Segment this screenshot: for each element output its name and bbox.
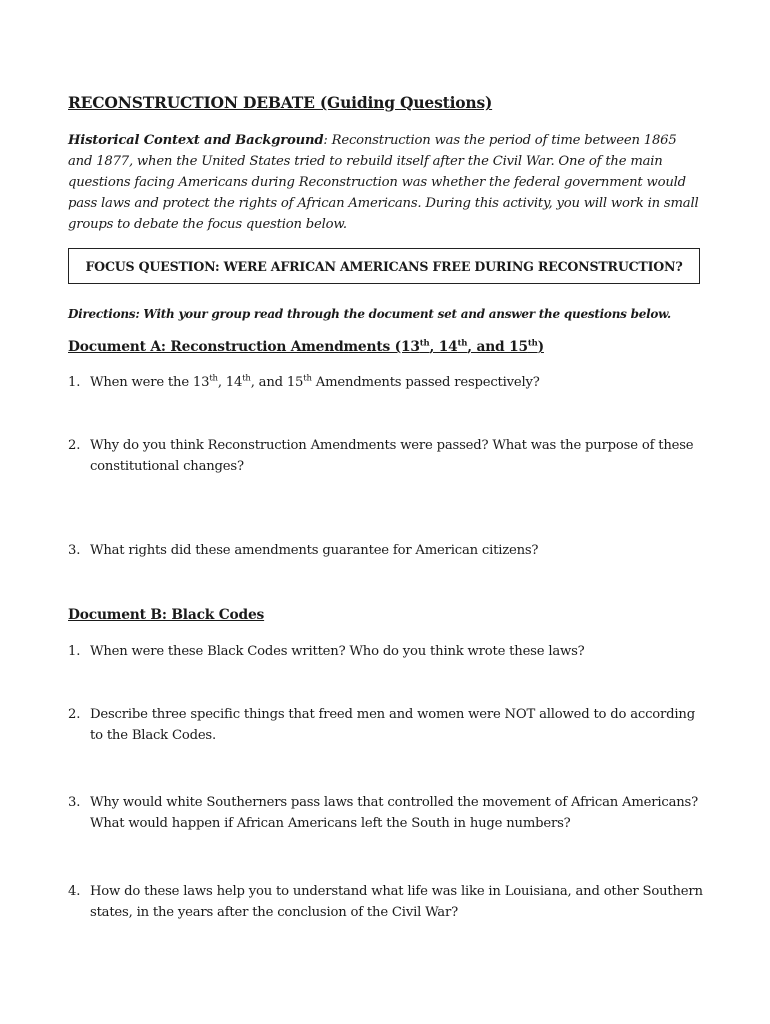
focus-question-box [68, 248, 700, 284]
doc-a-heading-text: , 14 [429, 339, 458, 355]
question-sup: th [242, 373, 251, 384]
document-b-heading: Document B: Black Codes [68, 607, 265, 623]
doc-b-question-1 [68, 641, 704, 662]
doc-b-question-3 [68, 792, 704, 834]
question-number: 1. [68, 375, 81, 390]
question-sup: th [209, 373, 218, 384]
doc-a-question-3 [68, 540, 704, 561]
question-number: 3. [68, 543, 81, 558]
question-text-part: When were the 13 [90, 375, 210, 390]
question-text: How do these laws help you to understand what life was like in Louisiana, and other Southern states, in the years after the conclusion of the Civil War? [90, 884, 703, 920]
question-text: Why would white Southerners pass laws that controlled the movement of African Americans? What would happen if African Americans left the South in huge numbers? [90, 795, 698, 831]
focus-question: FOCUS QUESTION: WERE AFRICAN AMERICANS FREE DURING RECONSTRUCTION? [85, 258, 683, 274]
document-a-heading [68, 339, 544, 355]
doc-a-sup: th [457, 338, 468, 349]
doc-a-heading-text: ) [537, 339, 544, 355]
question-number: 2. [68, 438, 81, 453]
question-number: 3. [68, 795, 81, 810]
doc-b-question-4 [68, 881, 704, 923]
doc-a-heading-text: Document A: Reconstruction Amendments (13 [68, 339, 420, 355]
question-sup: th [303, 373, 312, 384]
doc-a-sup: th [527, 338, 538, 349]
question-text: When were these Black Codes written? Who do you think wrote these laws? [90, 644, 585, 659]
question-text: What rights did these amendments guarantee for American citizens? [90, 543, 539, 558]
question-number: 4. [68, 884, 81, 899]
question-text-part: , and 15 [250, 375, 304, 390]
doc-a-heading-text: , and 15 [467, 339, 528, 355]
doc-b-question-2 [68, 704, 704, 746]
question-number: 2. [68, 707, 81, 722]
context-text: : Reconstruction was the period of time between 1865 and 1877, when the United States tried to rebuild itself after the Civil War. One of the main questions facing Americans during Reconstruction was whether the federal government would pass laws and protect the rights of African Americans. During this activity, you will work in small groups to debate the focus question below. [68, 133, 699, 232]
question-text: Describe three specific things that freed men and women were NOT allowed to do according to the Black Codes. [90, 707, 695, 743]
directions-text: Directions: With your group read through the document set and answer the questions below. [68, 307, 671, 321]
page-title: RECONSTRUCTION DEBATE (Guiding Questions) [68, 93, 493, 112]
question-text-part: , 14 [217, 375, 243, 390]
question-text-part: Amendments passed respectively? [311, 375, 540, 390]
doc-a-question-2 [68, 435, 704, 477]
context-label: Historical Context and Background [68, 133, 324, 148]
doc-a-question-1 [68, 372, 704, 393]
question-text: Why do you think Reconstruction Amendments were passed? What was the purpose of these constitutional changes? [90, 438, 694, 474]
question-text [90, 372, 704, 393]
doc-a-sup: th [419, 338, 430, 349]
question-number: 1. [68, 644, 81, 659]
historical-context-paragraph [68, 130, 700, 235]
